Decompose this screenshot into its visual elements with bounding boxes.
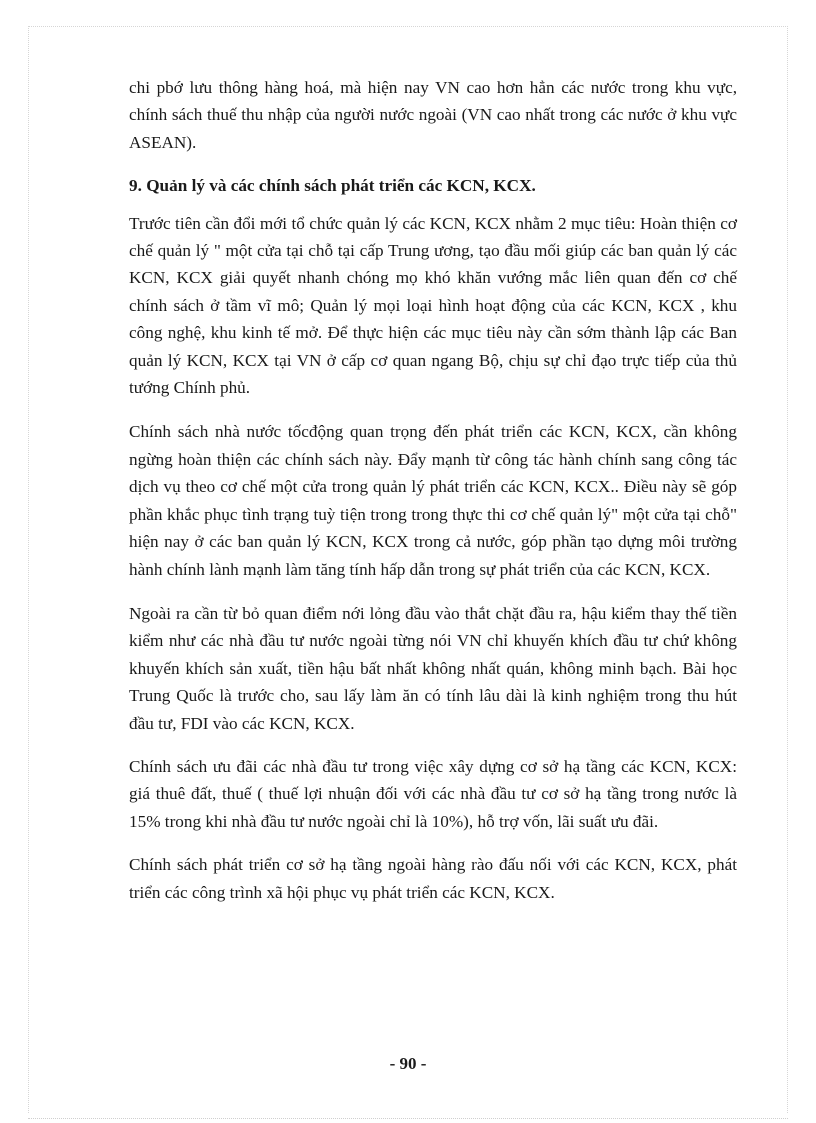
paragraph-state-policy: Chính sách nhà nước tốcđộng quan trọng đến phát triển các KCN, KCX, cần không ngừng hoàn thiện các chính sách này. Đẩy mạnh từ công tác hành chính sang công tác dịch vụ theo cơ chế một cửa trong quản lý phát triển các KCN, KCX.. Điều này sẽ góp phần khắc phục tình trạng tuỳ tiện trong trong thực thi cơ chế quản lý" một cửa tại chỗ" hiện nay ở các ban quản lý KCN, KCX trong cả nước, góp phần tạo dựng môi trường hành chính lành mạnh làm tăng tính hấp dẫn trong sự phát triển của các KCN, KCX. xyxy=(129,422,737,579)
paragraph-management-reform: Trước tiên cần đổi mới tổ chức quản lý các KCN, KCX nhằm 2 mục tiêu: Hoàn thiện cơ chế quản lý " một cửa tại chỗ tại cấp Trung ương, tạo đầu mối giúp các ban quản lý các KCN, KCX giải quyết nhanh chóng mọ khó khăn vướng mắc liên quan đến cơ chế chính sách ở tầm vĩ mô; Quản lý mọi loại hình hoạt động của các KCN, KCX , khu công nghệ, khu kinh tế mở. Để thực hiện các mục tiêu này cần sớm thành lập các Ban quản lý KCN, KCX tại VN ở cấp cơ quan ngang Bộ, chịu sự chỉ đạo trực tiếp của thủ tướng Chính phủ. xyxy=(129,213,737,398)
paragraph-incentive-policy: Chính sách ưu đãi các nhà đầu tư trong việc xây dựng cơ sở hạ tầng các KCN, KCX: giá thuê đất, thuế ( thuế lợi nhuận đối với các nhà đầu tư cơ sở hạ tầng trong nước là 15% trong khi nhà đầu tư nước ngoài chỉ là 10%), hỗ trợ vốn, lãi suất ưu đãi. xyxy=(129,756,737,831)
page-number: - 90 - xyxy=(389,1054,427,1073)
page-content xyxy=(129,74,737,922)
paragraph-investment-viewpoint: Ngoài ra cần từ bỏ quan điểm nới lỏng đầu vào thắt chặt đầu ra, hậu kiểm thay thế tiền kiểm như các nhà đầu tư nước ngoài từng nói VN chỉ khuyến khích đầu tư chứ không khuyến khích sản xuất, tiền hậu bất nhất không nhất quán, không minh bạch. Bài học Trung Quốc là trước cho, sau lấy làm ăn có tính lâu dài là kinh nghiệm trong thu hút đầu tư, FDI vào các KCN, KCX. xyxy=(129,603,737,733)
page-bottom-rule xyxy=(28,1118,788,1119)
paragraph-continuation: chi pbớ lưu thông hàng hoá, mà hiện nay VN cao hơn hẳn các nước trong khu vực, chính sách thuế thu nhập của người nước ngoài (VN cao nhất trong các nước ở khu vực ASEAN). xyxy=(129,78,737,152)
section-heading: 9. Quản lý và các chính sách phát triển các KCN, KCX. xyxy=(129,176,536,196)
paragraph-infrastructure-policy: Chính sách phát triển cơ sở hạ tầng ngoài hàng rào đấu nối với các KCN, KCX, phát triển các công trình xã hội phục vụ phát triển các KCN, KCX. xyxy=(129,855,737,902)
